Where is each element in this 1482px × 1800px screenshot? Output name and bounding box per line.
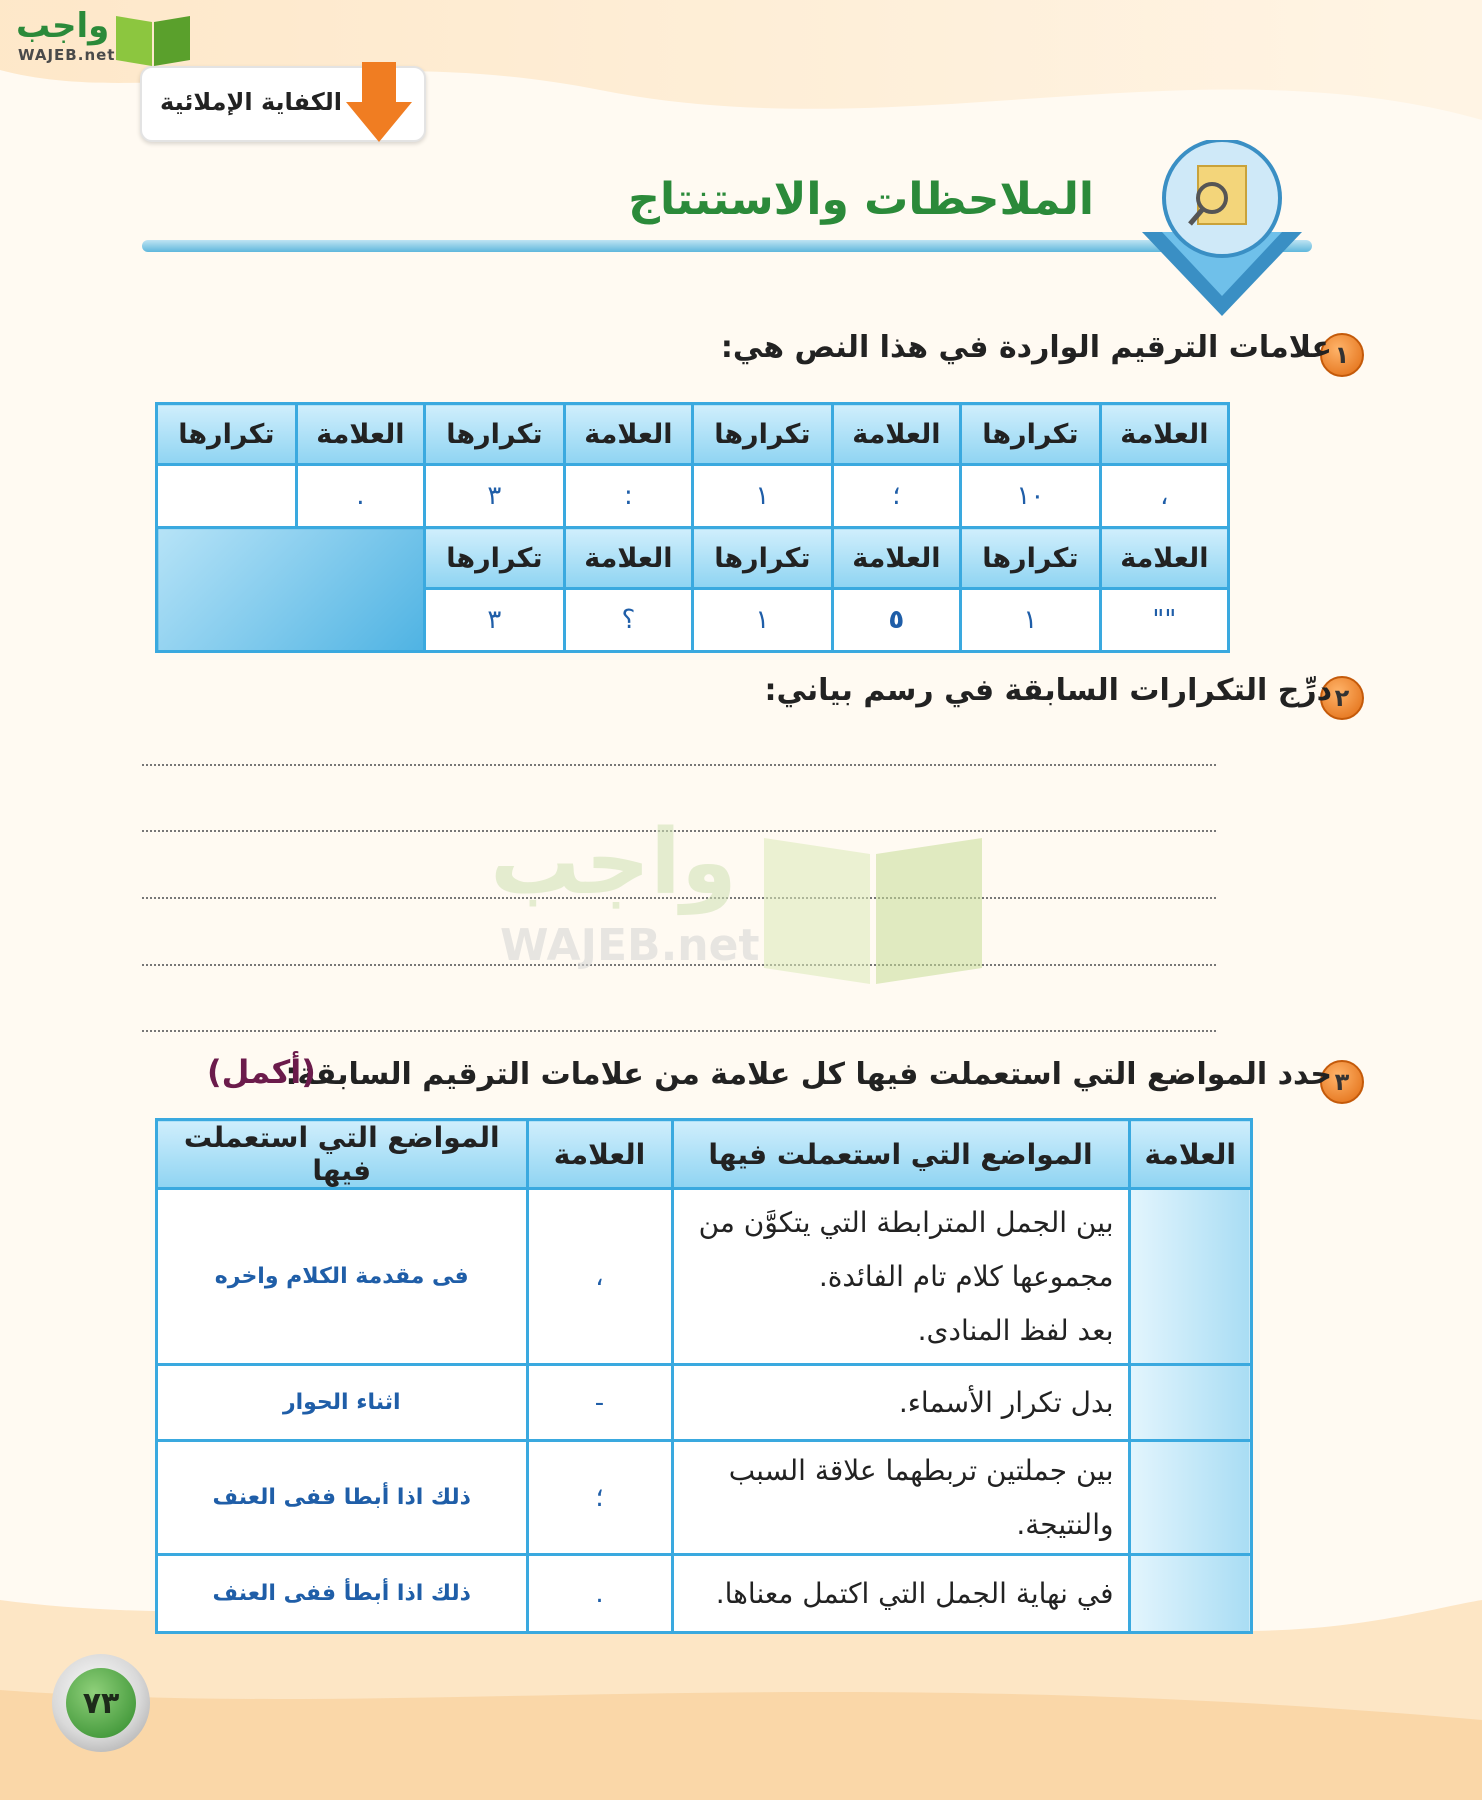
count-cell[interactable]: ١٠ [961, 465, 1101, 528]
table2-row [157, 1441, 1252, 1555]
mark-cell[interactable]: ؟ [564, 589, 692, 652]
header-mark: العلامة [832, 528, 960, 589]
question-3-text: حدد المواضع التي استعملت فيها كل علامة من علامات الترقيم السابقة: [285, 1057, 1332, 1092]
question-2-text: درِّج التكرارات السابقة في رسم بياني: [764, 673, 1332, 708]
header-places: المواضع التي استعملت فيها [157, 1120, 528, 1189]
question-number-1: ١ [1320, 333, 1364, 377]
places-line: بين جملتين تربطهما علاقة السبب [728, 1453, 1114, 1487]
count-cell[interactable] [157, 465, 297, 528]
header-count: تكرارها [425, 528, 565, 589]
count-cell[interactable]: ٣ [425, 465, 565, 528]
watermark-book-icon [758, 818, 988, 988]
count-cell[interactable]: ١ [961, 589, 1101, 652]
mark-cell[interactable]: ٥ [832, 589, 960, 652]
page-number-badge [52, 1654, 150, 1752]
header-count: تكرارها [425, 404, 565, 465]
header-mark: العلامة [1100, 404, 1228, 465]
watermark-word: واجب [490, 810, 737, 915]
table2-header-row [157, 1120, 1252, 1189]
header-places: المواضع التي استعملت فيها [672, 1120, 1129, 1189]
section-tab [140, 66, 426, 142]
answer-cell[interactable]: ذلك اذا أبطا ففى العنف [157, 1441, 528, 1555]
places-line: مجموعها كلام تام الفائدة. [818, 1259, 1114, 1293]
table1-header-row-1 [157, 404, 1229, 465]
mark-blank-cell[interactable] [1129, 1441, 1252, 1555]
mark-blank-cell[interactable] [1129, 1365, 1252, 1441]
places-line: بدل تكرار الأسماء. [898, 1385, 1114, 1419]
places-cell [672, 1555, 1129, 1633]
header-count: تكرارها [961, 528, 1101, 589]
places-line: بعد لفظ المنادى. [917, 1313, 1114, 1347]
mark-cell: - [527, 1365, 672, 1441]
mark-cell[interactable]: : [564, 465, 692, 528]
table2-row [157, 1365, 1252, 1441]
watermark [490, 810, 1000, 990]
mark-cell[interactable]: . [296, 465, 424, 528]
mark-cell[interactable]: ، [1100, 465, 1228, 528]
header-mark: العلامة [527, 1120, 672, 1189]
complete-instruction: (أكمل) [207, 1053, 316, 1091]
count-cell[interactable]: ١ [693, 589, 833, 652]
header-count: تكرارها [157, 404, 297, 465]
section-tab-label: الكفاية الإملائية [160, 88, 342, 116]
count-cell[interactable]: ١ [693, 465, 833, 528]
logo-subtitle: WAJEB.net [18, 46, 116, 64]
question-number-2: ٢ [1320, 676, 1364, 720]
header-mark: العلامة [1100, 528, 1228, 589]
header-mark: العلامة [564, 528, 692, 589]
places-line: في نهاية الجمل التي اكتمل معناها. [715, 1576, 1114, 1610]
search-folder-badge-icon [1122, 140, 1322, 320]
orange-down-arrow-icon [344, 62, 414, 144]
mark-cell[interactable]: ؛ [832, 465, 960, 528]
punctuation-count-table [155, 402, 1230, 653]
mark-cell[interactable]: "" [1100, 589, 1228, 652]
mark-cell: . [527, 1555, 672, 1633]
page-number: ٧٣ [66, 1668, 136, 1738]
wajeb-logo[interactable] [8, 6, 190, 68]
answer-cell[interactable]: اثناء الحوار [157, 1365, 528, 1441]
watermark-subtitle: WAJEB.net [500, 920, 760, 971]
table2-row [157, 1555, 1252, 1633]
table1-header-row-2 [157, 528, 1229, 589]
book-icon [112, 8, 194, 68]
table1-filler [157, 528, 425, 652]
mark-blank-cell[interactable] [1129, 1189, 1252, 1365]
logo-word: واجب [16, 6, 110, 46]
mark-cell: ، [527, 1189, 672, 1365]
count-cell[interactable]: ٣ [425, 589, 565, 652]
places-cell [672, 1365, 1129, 1441]
header-mark: العلامة [832, 404, 960, 465]
mark-blank-cell[interactable] [1129, 1555, 1252, 1633]
page-title: الملاحظات والاستنتاج [628, 174, 1094, 225]
punctuation-usage-table [155, 1118, 1253, 1634]
mark-cell: ؛ [527, 1441, 672, 1555]
answer-line[interactable] [142, 1030, 1216, 1032]
header-mark: العلامة [1129, 1120, 1252, 1189]
answer-cell[interactable]: ذلك اذا أبطأ ففى العنف [157, 1555, 528, 1633]
header-mark: العلامة [564, 404, 692, 465]
places-line: بين الجمل المترابطة التي يتكوَّن من [698, 1205, 1114, 1239]
answer-line[interactable] [142, 764, 1216, 766]
header-count: تكرارها [693, 404, 833, 465]
header-mark: العلامة [296, 404, 424, 465]
header-count: تكرارها [961, 404, 1101, 465]
question-1-text: علامات الترقيم الواردة في هذا النص هي: [720, 330, 1332, 365]
places-line: والنتيجة. [1016, 1507, 1114, 1541]
answer-cell[interactable]: فى مقدمة الكلام واخره [157, 1189, 528, 1365]
question-number-3: ٣ [1320, 1060, 1364, 1104]
table1-value-row-1 [157, 465, 1229, 528]
header-count: تكرارها [693, 528, 833, 589]
table2-row [157, 1189, 1252, 1365]
places-cell [672, 1441, 1129, 1555]
places-cell [672, 1189, 1129, 1365]
